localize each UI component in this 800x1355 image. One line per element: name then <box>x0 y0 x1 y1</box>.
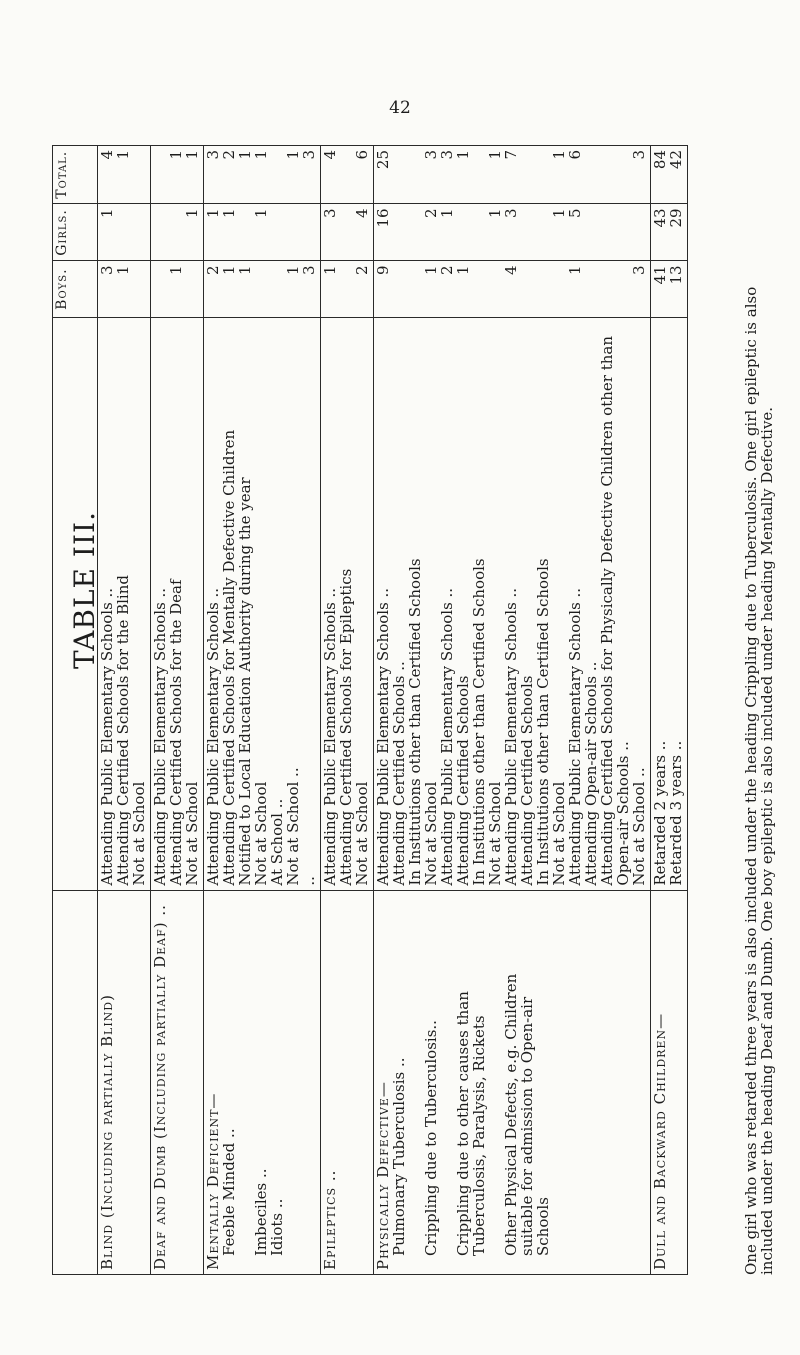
total-value: 3 <box>204 150 222 160</box>
boys-value <box>520 265 536 312</box>
total-value: 1 <box>236 150 254 160</box>
total-value: 25 <box>374 150 392 170</box>
boys-value <box>600 265 616 312</box>
statistics-table <box>52 145 688 1275</box>
row-description: Not at School <box>183 781 201 886</box>
girls-value <box>153 208 169 256</box>
boys-value: 1 <box>114 265 132 275</box>
table-group-row <box>651 146 688 1275</box>
row-description: Not at School <box>422 781 440 886</box>
table-body <box>98 146 688 1275</box>
row-description: Notified to Local Education Authority during the year <box>236 477 254 886</box>
row-description: Not at School <box>130 781 148 886</box>
total-value <box>600 150 616 199</box>
row-description: Attending Public Elementary Schools .. <box>98 587 116 886</box>
girls-value: 1 <box>183 208 201 218</box>
girls-value: 1 <box>98 208 116 218</box>
boys-value <box>392 265 408 312</box>
girls-value: 29 <box>667 208 685 228</box>
total-value: 1 <box>550 150 568 160</box>
girls-value <box>286 208 302 256</box>
header-row <box>53 146 98 1275</box>
total-value: 1 <box>114 150 132 160</box>
boys-cell <box>374 261 651 317</box>
total-value: 1 <box>486 150 504 160</box>
girls-value <box>632 208 648 256</box>
row-description: Not at School <box>550 781 568 886</box>
girls-value <box>520 208 536 256</box>
category-line: Crippling due to other causes than <box>454 991 472 1256</box>
total-value: 6 <box>566 150 584 160</box>
total-value: 42 <box>667 150 685 170</box>
header-category <box>53 890 98 1274</box>
category-line: Schools <box>534 1197 552 1256</box>
total-cell <box>374 146 651 204</box>
girls-value <box>600 208 616 256</box>
girls-value: 3 <box>321 208 339 218</box>
row-description: In Institutions other than Certified Schools <box>470 558 488 886</box>
girls-value: 1 <box>486 208 504 218</box>
total-value: 1 <box>284 150 302 160</box>
boys-value: 1 <box>321 265 339 275</box>
row-description: Attending Public Elementary Schools .. <box>204 587 222 886</box>
boys-cell <box>651 261 688 317</box>
total-value: 2 <box>220 150 238 160</box>
girls-value <box>116 208 132 256</box>
boys-value <box>472 265 488 312</box>
row-description: In Institutions other than Certified Schools <box>534 558 552 886</box>
boys-value <box>185 265 201 312</box>
row-description: Attending Certified Schools <box>454 675 472 886</box>
boys-value: 3 <box>98 265 116 275</box>
girls-value: 16 <box>374 208 392 228</box>
girls-value <box>270 208 286 256</box>
girls-value: 3 <box>502 208 520 218</box>
girls-value: 2 <box>422 208 440 218</box>
total-value: 1 <box>252 150 270 160</box>
girls-value: 4 <box>353 208 371 218</box>
footnote-line: included under the heading Deaf and Dumb. One boy epileptic is also included under heading Mentally Defective. <box>758 406 776 1275</box>
total-value <box>584 150 600 199</box>
girls-value <box>392 208 408 256</box>
description-cell <box>374 317 651 890</box>
description-cell <box>151 317 204 890</box>
row-description: Attending Certified Schools for the Blind <box>114 575 132 886</box>
rotated-table-wrapper <box>52 145 782 1275</box>
category-line: Blind (Including partially Blind) <box>98 994 116 1270</box>
category-line: Pulmonary Tuberculosis .. <box>390 1057 408 1256</box>
girls-value <box>302 208 318 256</box>
category-line: Crippling due to Tuberculosis.. <box>422 1020 440 1256</box>
total-value <box>392 150 408 199</box>
category-line: Dull and Backward Children— <box>651 1012 669 1270</box>
category-line: Mentally Deficient— <box>204 1092 222 1270</box>
row-description: Retarded 2 years .. <box>651 740 669 886</box>
total-value: 84 <box>651 150 669 170</box>
total-value: 7 <box>502 150 520 160</box>
row-description: Attending Certified Schools for the Deaf <box>167 579 185 886</box>
row-description: Attending Certified Schools for Epileptics <box>337 568 355 886</box>
header-boys: Boys. <box>53 261 98 317</box>
description-cell <box>321 317 374 890</box>
category-line: Other Physical Defects, e.g. Children <box>502 973 520 1256</box>
description-cell <box>651 317 688 890</box>
row-description: Not at School .. <box>284 767 302 886</box>
boys-value: 13 <box>667 265 685 285</box>
category-line: Tuberculosis, Paralysis, Rickets <box>470 1015 488 1256</box>
boys-value: 1 <box>284 265 302 275</box>
boys-value: 1 <box>566 265 584 275</box>
row-description: Retarded 3 years .. <box>667 740 685 886</box>
boys-cell <box>151 261 204 317</box>
boys-cell <box>98 261 151 317</box>
category-cell <box>204 890 321 1274</box>
row-description: Attending Public Elementary Schools .. <box>374 587 392 886</box>
category-cell <box>374 890 651 1274</box>
category-line: Feeble Minded .. <box>220 1128 238 1256</box>
category-cell <box>151 890 204 1274</box>
girls-value: 5 <box>566 208 584 218</box>
table-group-row <box>374 146 651 1275</box>
boys-value: 1 <box>167 265 185 275</box>
total-value: 1 <box>183 150 201 160</box>
total-value <box>132 150 148 199</box>
footnote-line: One girl who was retarded three years is also included under the heading Crippling due to Tuberculosis. One girl epileptic is also <box>742 286 760 1275</box>
total-cell <box>204 146 321 204</box>
row-description: Attending Public Elementary Schools .. <box>566 587 584 886</box>
total-value: 3 <box>438 150 456 160</box>
girls-value: 43 <box>651 208 669 228</box>
row-description: .. <box>300 876 318 886</box>
girls-value <box>132 208 148 256</box>
row-description: Attending Public Elementary Schools .. <box>438 587 456 886</box>
page-number: 42 <box>389 98 411 118</box>
footnote <box>742 145 800 1275</box>
category-line: suitable for admission to Open-air <box>518 996 536 1256</box>
row-description: Attending Certified Schools for Mentally Defective Children <box>220 429 238 886</box>
boys-value <box>132 265 148 312</box>
girls-cell <box>374 204 651 261</box>
total-value: 4 <box>98 150 116 160</box>
description-cell <box>204 317 321 890</box>
girls-value: 1 <box>438 208 456 218</box>
boys-cell <box>321 261 374 317</box>
boys-value: 1 <box>454 265 472 275</box>
row-description: Attending Certified Schools for Physically Defective Children other than <box>598 336 616 886</box>
header-description <box>53 317 98 890</box>
boys-value <box>536 265 552 312</box>
girls-value <box>584 208 600 256</box>
girls-cell <box>98 204 151 261</box>
total-value: 1 <box>454 150 472 160</box>
table-group-row <box>321 146 374 1275</box>
boys-value: 2 <box>438 265 456 275</box>
total-value: 6 <box>353 150 371 160</box>
table-group-row <box>204 146 321 1275</box>
boys-cell <box>204 261 321 317</box>
total-value: 3 <box>630 150 648 160</box>
row-description: Open-air Schools .. <box>614 741 632 886</box>
total-value: 3 <box>300 150 318 160</box>
total-value <box>520 150 536 199</box>
row-description: Attending Certified Schools .. <box>390 661 408 886</box>
description-cell <box>98 317 151 890</box>
rotated-table-area <box>52 145 782 1275</box>
row-description: Attending Certified Schools <box>518 675 536 886</box>
table-group-row <box>98 146 151 1275</box>
total-cell <box>151 146 204 204</box>
total-cell <box>321 146 374 204</box>
boys-value: 2 <box>353 265 371 275</box>
row-description: Not at School .. <box>630 767 648 886</box>
category-cell <box>651 890 688 1274</box>
row-description: Not at School <box>252 781 270 886</box>
total-cell <box>98 146 151 204</box>
total-value: 1 <box>167 150 185 160</box>
category-line: Physically Defective— <box>374 1081 392 1270</box>
row-description: Attending Public Elementary Schools .. <box>321 587 339 886</box>
row-description: Not at School <box>353 781 371 886</box>
boys-value: 3 <box>630 265 648 275</box>
total-cell <box>651 146 688 204</box>
boys-value: 2 <box>204 265 222 275</box>
girls-value <box>456 208 472 256</box>
boys-value: 4 <box>502 265 520 275</box>
girls-value: 1 <box>204 208 222 218</box>
boys-value: 41 <box>651 265 669 285</box>
row-description: Attending Public Elementary Schools .. <box>151 587 169 886</box>
table-group-row <box>151 146 204 1275</box>
total-value: 4 <box>321 150 339 160</box>
category-line: Imbeciles .. <box>252 1168 270 1256</box>
boys-value: 1 <box>236 265 254 275</box>
girls-cell <box>321 204 374 261</box>
header-total: Total. <box>53 146 98 204</box>
row-description: Attending Open-air Schools .. <box>582 661 600 886</box>
boys-value: 1 <box>422 265 440 275</box>
category-cell <box>321 890 374 1274</box>
row-description: At School .. <box>268 798 286 886</box>
category-line: Deaf and Dumb (Including partially Deaf) .. <box>151 904 169 1270</box>
girls-value: 1 <box>220 208 238 218</box>
boys-value: 1 <box>220 265 238 275</box>
girls-cell <box>151 204 204 261</box>
category-line: Idiots .. <box>268 1198 286 1256</box>
boys-value <box>254 265 270 312</box>
girls-cell <box>651 204 688 261</box>
total-value: 3 <box>422 150 440 160</box>
row-description: In Institutions other than Certified Schools <box>406 558 424 886</box>
row-description: Attending Public Elementary Schools .. <box>502 587 520 886</box>
girls-cell <box>204 204 321 261</box>
category-cell <box>98 890 151 1274</box>
girls-value: 1 <box>550 208 568 218</box>
girls-value: 1 <box>252 208 270 218</box>
girls-value <box>616 208 632 256</box>
boys-value: 9 <box>374 265 392 275</box>
header-girls: Girls. <box>53 204 98 261</box>
row-description: Not at School <box>486 781 504 886</box>
table-title: TABLE III. <box>68 511 101 669</box>
boys-value: 3 <box>300 265 318 275</box>
boys-value <box>584 265 600 312</box>
category-line: Epileptics .. <box>321 1169 339 1270</box>
